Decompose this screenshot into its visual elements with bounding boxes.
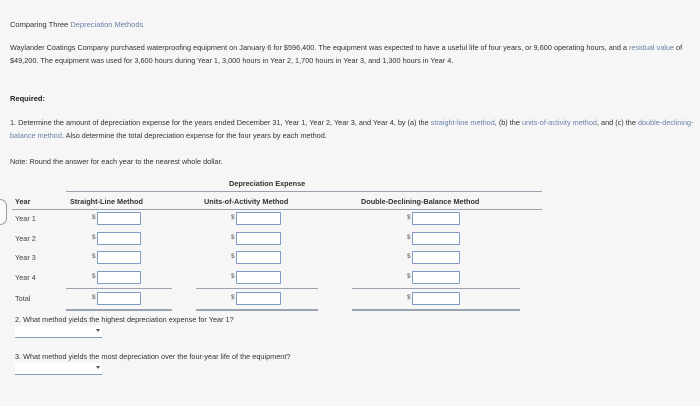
row-label-year-2: Year 2	[15, 234, 36, 243]
ua-year-4-input[interactable]	[236, 271, 281, 284]
sl-year-3-input[interactable]	[97, 251, 141, 264]
currency-symbol: $	[407, 253, 411, 260]
chevron-down-icon	[96, 366, 100, 369]
currency-symbol: $	[231, 214, 235, 221]
currency-symbol: $	[231, 273, 235, 280]
sl-year-2-input[interactable]	[97, 232, 141, 245]
col-header-units-of-activity: Units-of-Activity Method	[204, 197, 289, 206]
currency-symbol: $	[92, 234, 96, 241]
currency-symbol: $	[231, 253, 235, 260]
column-header-divider	[12, 209, 542, 210]
sl-year-4-input[interactable]	[97, 271, 141, 284]
ddb-year-1-input[interactable]	[412, 212, 460, 225]
row-label-year-4: Year 4	[15, 273, 36, 282]
ddb-year-2-input[interactable]	[412, 232, 460, 245]
chevron-down-icon	[96, 329, 100, 332]
col-header-year: Year	[15, 197, 31, 206]
currency-symbol: $	[231, 234, 235, 241]
ddb-total-input[interactable]	[412, 292, 460, 305]
ua-year-2-input[interactable]	[236, 232, 281, 245]
row-label-total: Total	[15, 294, 31, 303]
total-rule	[196, 309, 318, 311]
required-heading: Required:	[10, 94, 46, 103]
ddb-year-3-input[interactable]	[412, 251, 460, 264]
total-rule	[66, 309, 172, 311]
ua-total-input[interactable]	[236, 292, 281, 305]
subtotal-rule	[196, 288, 318, 289]
ddb-year-4-input[interactable]	[412, 271, 460, 284]
subtotal-rule	[66, 288, 172, 289]
sl-total-input[interactable]	[97, 292, 141, 305]
problem-text: Waylander Coatings Company purchased waterproofing equipment on January 6 for $596,400. The equipment was expected to have a useful life of four years, or 9,600 operating hours, and a residual value of $49,200. The equipment was used for 3,600 hours during Year 1, 3,000 hours in Year 2, 1,700 hours in Year 3, and 1,300 hours in Year 4.	[10, 43, 683, 65]
panel-toggle-handle[interactable]	[0, 199, 7, 225]
currency-symbol: $	[407, 214, 411, 221]
question-2-text: 2. What method yields the highest depreciation expense for Year 1?	[15, 315, 234, 324]
header-divider	[66, 191, 542, 192]
currency-symbol: $	[407, 273, 411, 280]
col-header-straight-line: Straight-Line Method	[70, 197, 143, 206]
ua-year-3-input[interactable]	[236, 251, 281, 264]
question-2-dropdown[interactable]	[15, 326, 102, 338]
currency-symbol: $	[231, 294, 235, 301]
row-label-year-1: Year 1	[15, 214, 36, 223]
subtotal-rule	[352, 288, 520, 289]
currency-symbol: $	[92, 253, 96, 260]
glossary-link[interactable]: Depreciation Methods	[70, 20, 144, 29]
glossary-link-double-declining[interactable]: double-declining-balance method	[10, 118, 694, 140]
currency-symbol: $	[92, 273, 96, 280]
currency-symbol: $	[92, 214, 96, 221]
currency-symbol: $	[407, 294, 411, 301]
total-rule	[352, 309, 520, 311]
glossary-link-residual-value[interactable]: residual value	[629, 43, 675, 52]
sl-year-1-input[interactable]	[97, 212, 141, 225]
depreciation-expense-header: Depreciation Expense	[229, 179, 306, 188]
row-label-year-3: Year 3	[15, 253, 36, 262]
glossary-link-straight-line[interactable]: straight-line method	[430, 118, 495, 127]
currency-symbol: $	[92, 294, 96, 301]
rounding-note: Note: Round the answer for each year to the nearest whole dollar.	[10, 157, 223, 166]
currency-symbol: $	[407, 234, 411, 241]
question-3-dropdown[interactable]	[15, 363, 102, 375]
page-title: Comparing Three Depreciation Methods	[10, 20, 144, 29]
question-1-text: 1. Determine the amount of depreciation expense for the years ended December 31, Year 1, Year 2, Year 3, and Year 4, by (a) the straight-line method, (b) the units-of-activity method, and (c) the double-declining-balance method. Also determine the total depreciation expense for the four years by each method.	[10, 118, 694, 140]
col-header-ddb: Double-Declining-Balance Method	[361, 197, 480, 206]
question-3-text: 3. What method yields the most depreciation over the four-year life of the equipment?	[15, 352, 291, 361]
ua-year-1-input[interactable]	[236, 212, 281, 225]
glossary-link-units-of-activity[interactable]: units-of-activity method	[521, 118, 597, 127]
